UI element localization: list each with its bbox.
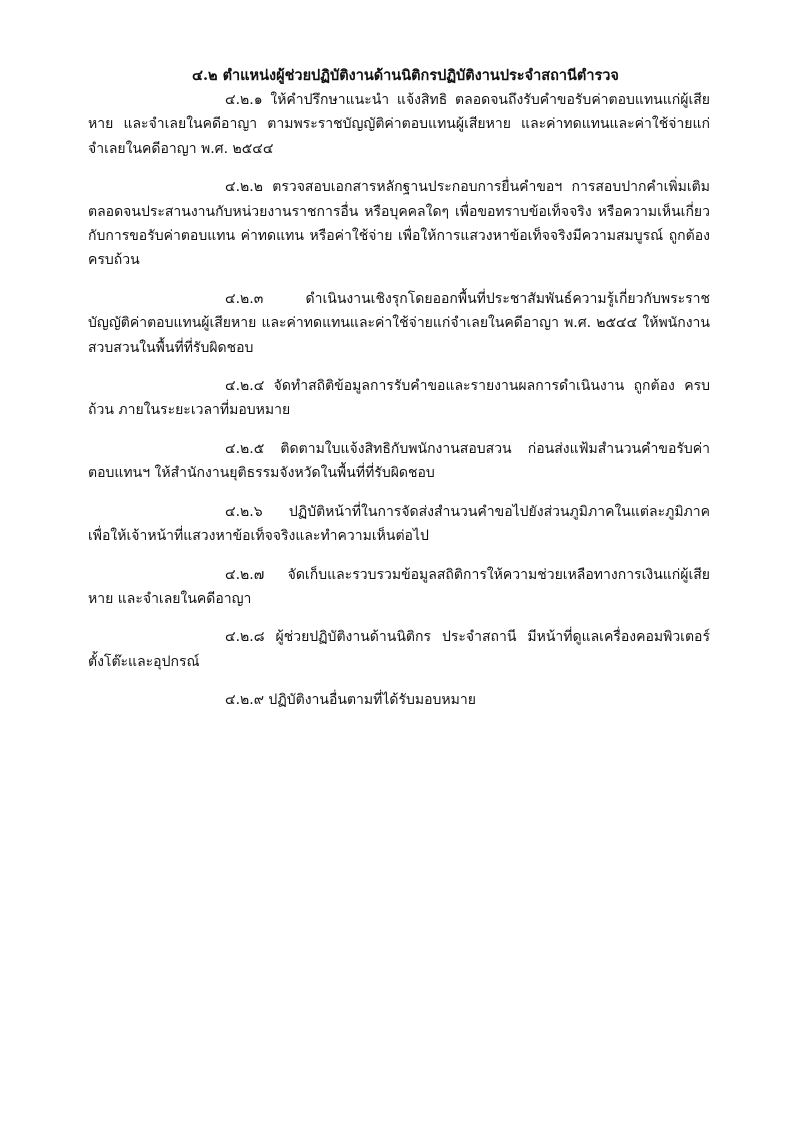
duty-item-4-2-9: ๔.๒.๙ ปฏิบัติงานอื่นตามที่ได้รับมอบหมาย: [225, 692, 476, 709]
section-heading: ๔.๒ ตำแหน่งผู้ช่วยปฏิบัติงานด้านนิติกรปฏิบัติงานประจำสถานีตำรวจ: [192, 67, 619, 84]
duties-list: [88, 88, 710, 713]
duty-item-4-2-7: ๔.๒.๗ จัดเก็บและรวบรวมข้อมูลสถิติการให้ความช่วยเหลือทางการเงินแก่ผู้เสียหาย และจำเลยในคดีอาญา: [88, 566, 710, 607]
duty-item-4-2-6: ๔.๒.๖ ปฏิบัติหน้าที่ในการจัดส่งสำนวนคำขอไปยังส่วนภูมิภาคในแต่ละภูมิภาค เพื่อให้เจ้าหน้าที่แสวงหาข้อเท็จจริงและทำความเห็นต่อไป: [88, 503, 710, 545]
duty-item-4-2-4: ๔.๒.๔ จัดทำสถิติข้อมูลการรับคำขอและรายงานผลการดำเนินงาน ถูกต้อง ครบถ้วน ภายในระยะเวลาที่มอบหมาย: [88, 378, 710, 419]
duty-item-4-2-8: ๔.๒.๘ ผู้ช่วยปฏิบัติงานด้านนิติกร ประจำสถานี มีหน้าที่ดูแลเครื่องคอมพิวเตอร์ ตั้งโต๊ะและอุปกรณ์: [88, 629, 710, 670]
duty-item-4-2-5: ๔.๒.๕ ติดตามใบแจ้งสิทธิกับพนักงานสอบสวน ก่อนส่งแฟ้มสำนวนคำขอรับค่าตอบแทนฯ ให้สำนักงานยุติธรรมจังหวัดในพื้นที่ที่รับผิดชอบ: [88, 440, 710, 482]
duty-item-4-2-1: ๔.๒.๑ ให้คำปรึกษาแนะนำ แจ้งสิทธิ ตลอดจนถึงรับคำขอรับค่าตอบแทนแก่ผู้เสียหาย และจำเลยในคดีอาญา ตามพระราชบัญญัติค่าตอบแทนผู้เสียหาย และค่าทดแทนและค่าใช้จ่ายแก่จำเลยในคดีอาญา พ.ศ. ๒๕๔๔: [88, 92, 710, 157]
duty-item-4-2-3: ๔.๒.๓ ดำเนินงานเชิงรุกโดยออกพื้นที่ประชาสัมพันธ์ความรู้เกี่ยวกับพระราชบัญญัติค่าตอบแทนผู้เสียหาย และค่าทดแทนและค่าใช้จ่ายแก่จำเลยในคดีอาญา พ.ศ. ๒๕๔๔ ให้พนักงานสวบสวนในพื้นที่ที่รับผิดชอบ: [88, 290, 710, 356]
duty-item-4-2-2: ๔.๒.๒ ตรวจสอบเอกสารหลักฐานประกอบการยื่นคำขอฯ การสอบปากคำเพิ่มเติม ตลอดจนประสานงานกับหน่วยงานราชการอื่น หรือบุคคลใดๆ เพื่อขอทราบข้อเท็จจริง หรือความเห็นเกี่ยวกับการขอรับค่าตอบแทน ค่าทดแทน หรือค่าใช้จ่าย เพื่อให้การแสวงหาข้อเท็จจริงมีความสมบูรณ์ ถูกต้อง ครบถ้วน: [88, 179, 710, 269]
